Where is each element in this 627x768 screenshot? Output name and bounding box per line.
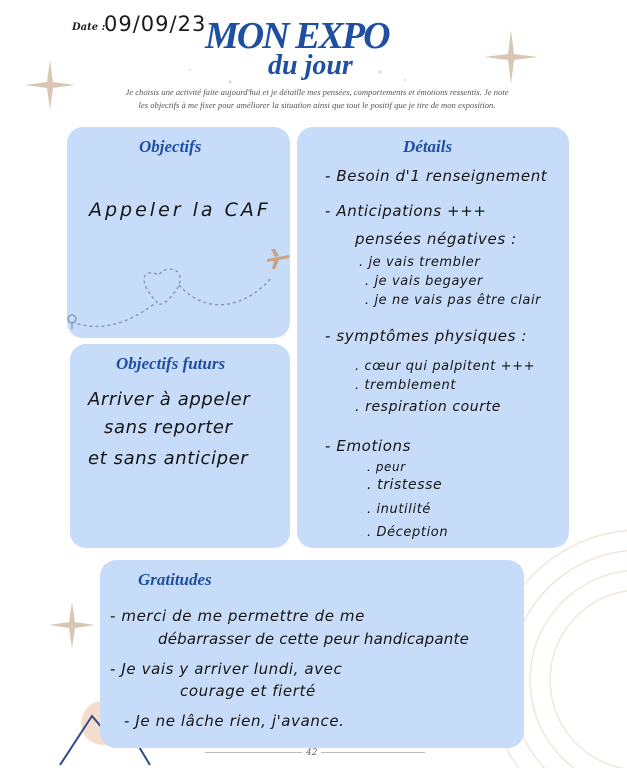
details-line: pensées négatives :	[355, 230, 517, 248]
gratitudes-line: - Je ne lâche rien, j'avance.	[124, 712, 345, 730]
details-line: . tristesse	[367, 477, 443, 493]
page-title: MON EXPO	[205, 15, 389, 57]
details-line: . peur	[367, 460, 406, 474]
objectifs-futurs-panel	[70, 344, 290, 548]
details-line: . inutilité	[367, 502, 431, 517]
details-line: . Déception	[367, 525, 449, 540]
intro-line-2: les objectifs à me fixer pour améliorer la situation ainsi que tout le positif que je tire de mon exposition.	[138, 100, 496, 110]
sparkle-star-icon	[484, 30, 538, 84]
details-line: . tremblement	[355, 378, 457, 393]
gratitudes-line: - Je vais y arriver lundi, avec	[110, 660, 343, 678]
date-value: 09/09/23	[104, 12, 207, 36]
gratitudes-line: - merci de me permettre de me	[110, 607, 365, 625]
details-line: . je vais begayer	[365, 274, 483, 289]
gratitudes-title: Gratitudes	[138, 570, 212, 589]
details-line: - Besoin d'1 renseignement	[325, 167, 548, 185]
details-title: Détails	[403, 137, 453, 156]
intro-line-1: Je choisis une activité faite aujourd'hui et je détaille mes pensées, comportements et émotions ressentis. Je note	[125, 87, 509, 97]
heart-dotted-path-icon	[67, 237, 290, 337]
intro-text	[78, 86, 556, 112]
details-line: - symptômes physiques :	[325, 327, 528, 345]
details-line: . je vais trembler	[359, 255, 481, 270]
objectifs-title: Objectifs	[139, 137, 202, 156]
date-label: Date :	[72, 22, 106, 33]
objectifs-panel	[67, 127, 290, 338]
gratitudes-line: débarrasser de cette peur handicapante	[158, 630, 469, 648]
details-line: . je ne vais pas être clair	[365, 293, 542, 308]
page-number: 42	[302, 748, 321, 758]
objectifs-futurs-line-2: sans reporter	[104, 417, 233, 438]
gratitudes-panel	[100, 560, 524, 748]
details-line: - Emotions	[325, 437, 411, 455]
objectifs-futurs-line-3: et sans anticiper	[88, 448, 249, 469]
details-line: . respiration courte	[355, 399, 501, 415]
objectifs-futurs-title: Objectifs futurs	[116, 354, 226, 373]
page-subtitle: du jour	[268, 50, 353, 81]
sparkle-star-icon	[49, 602, 95, 648]
sparkle-star-icon	[25, 60, 75, 110]
details-line: - Anticipations +++	[325, 202, 487, 220]
gratitudes-line: courage et fierté	[180, 682, 316, 700]
details-line: . cœur qui palpitent +++	[355, 359, 536, 374]
objectifs-text: Appeler la CAF	[89, 199, 271, 221]
details-panel	[297, 127, 569, 548]
airplane-icon	[265, 245, 291, 271]
objectifs-futurs-line-1: Arriver à appeler	[88, 389, 251, 410]
